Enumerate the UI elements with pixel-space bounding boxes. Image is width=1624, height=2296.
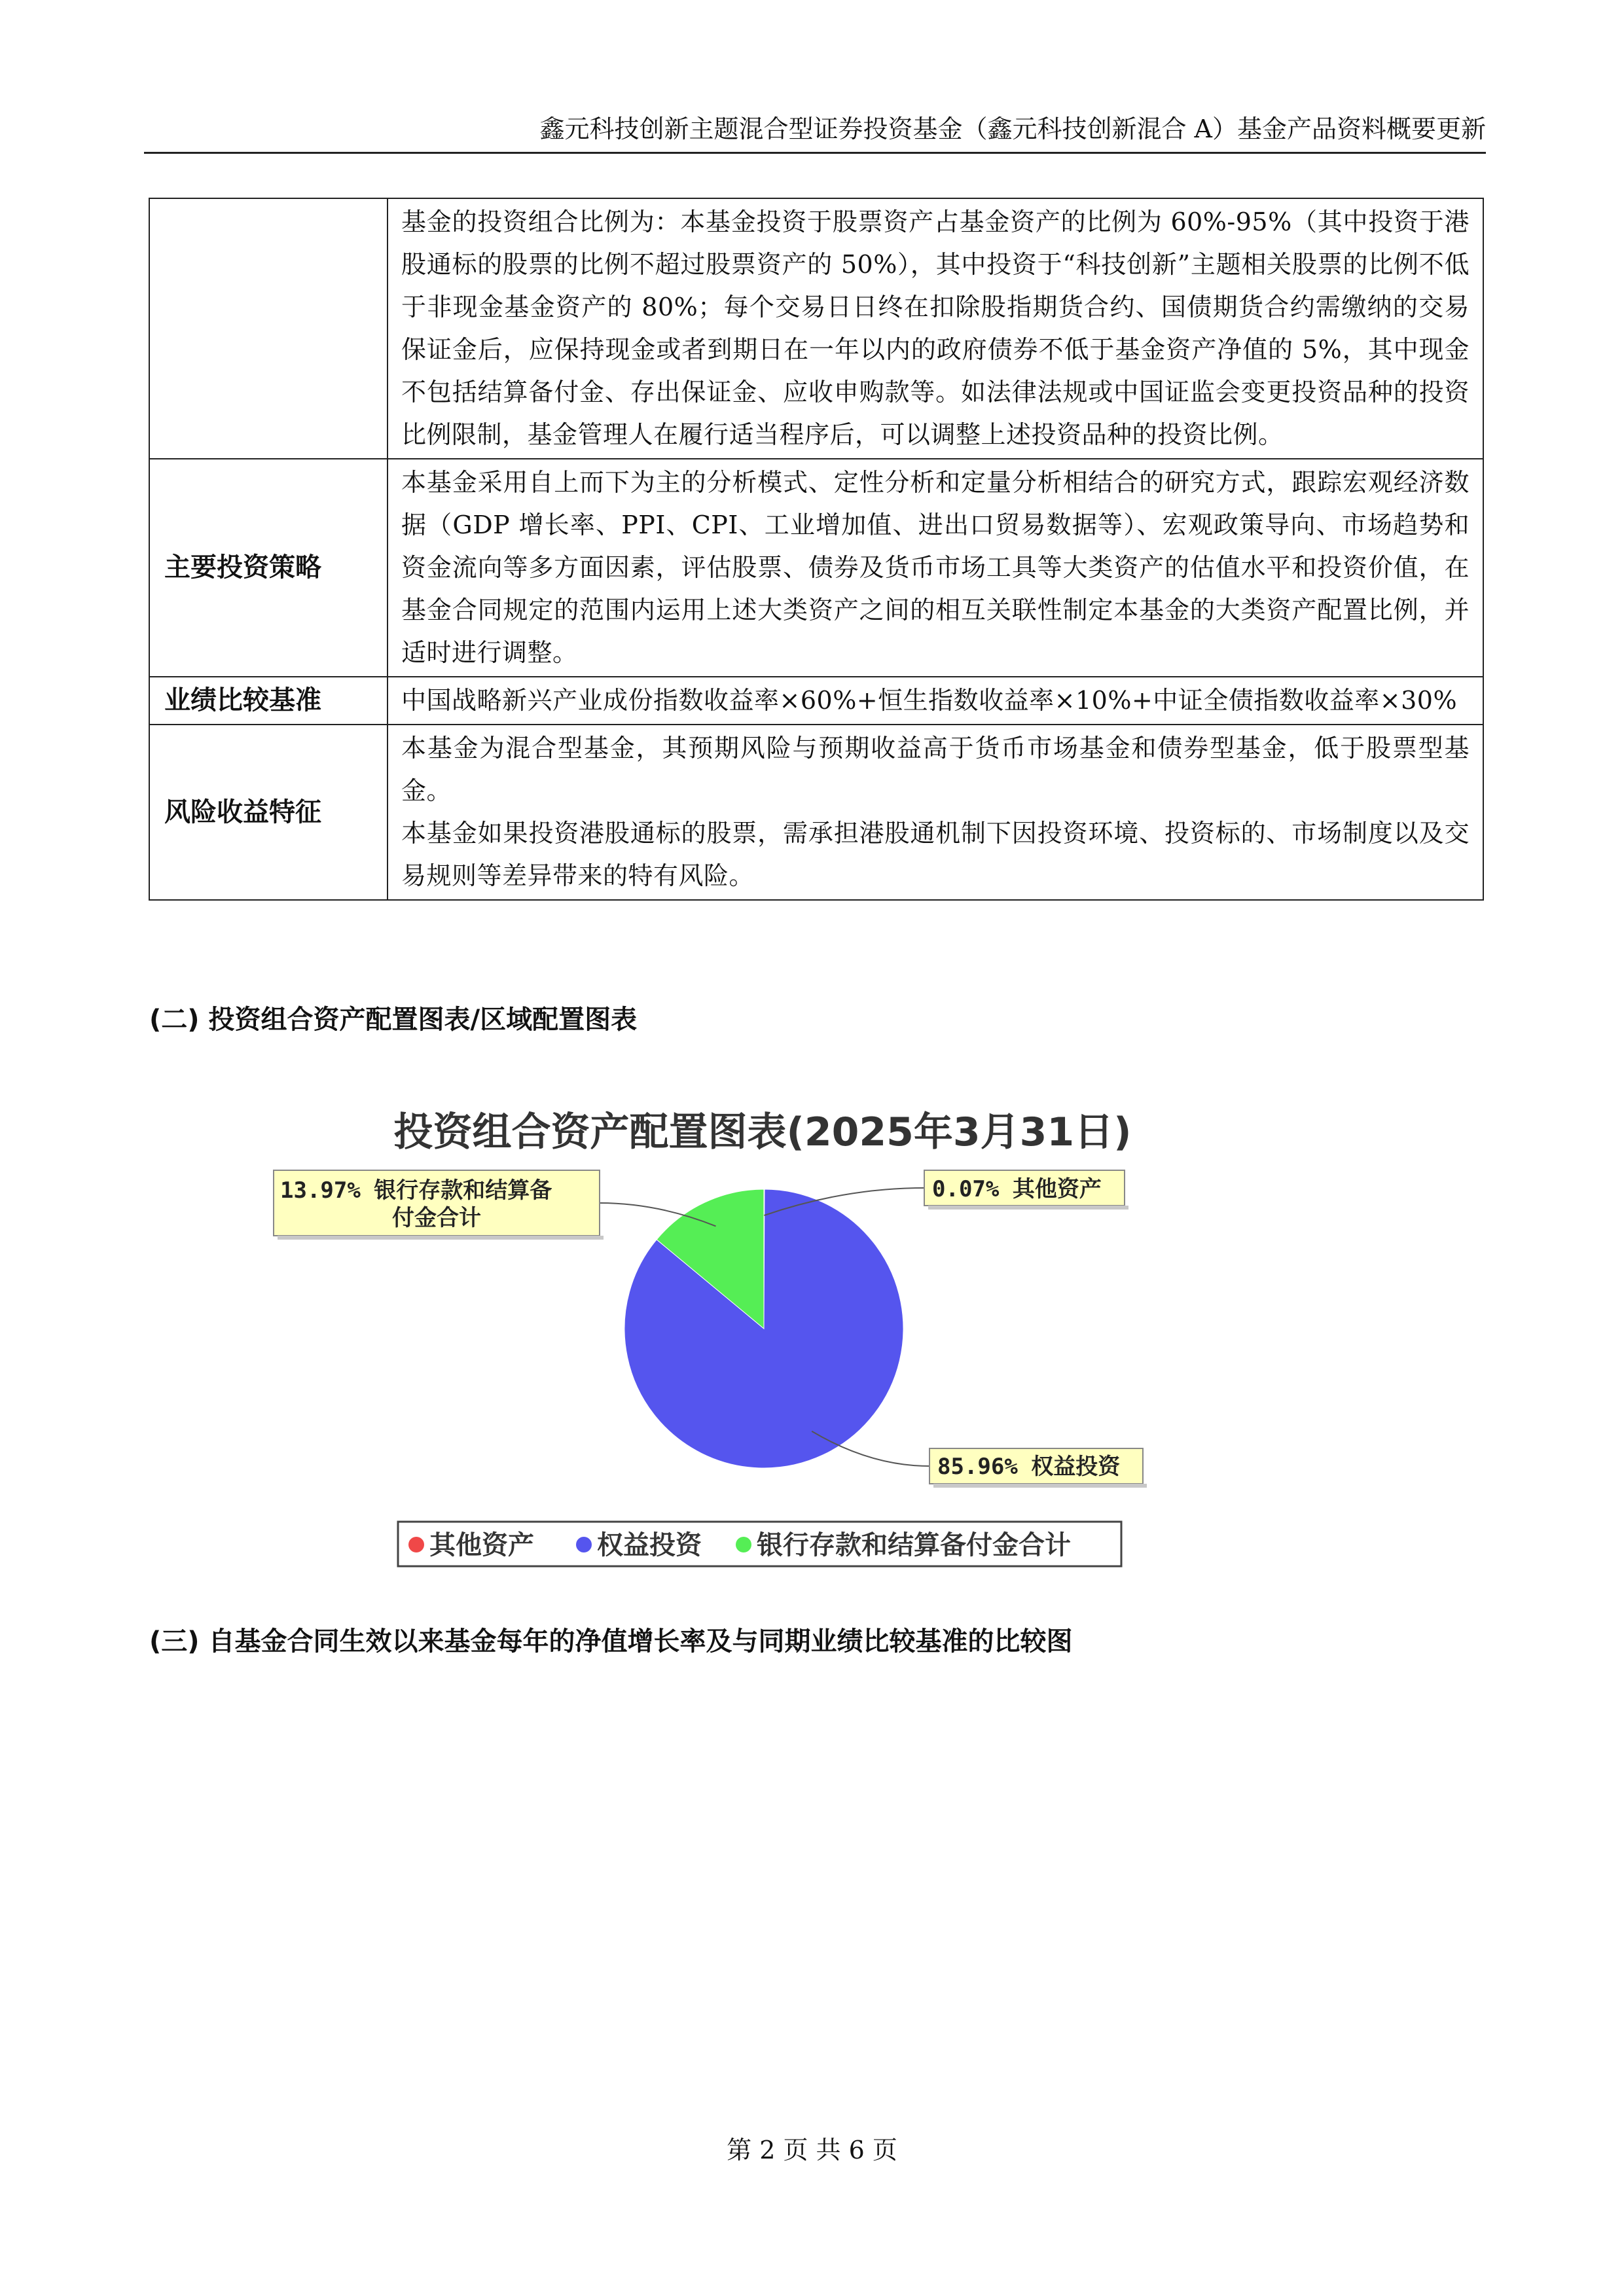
chart-title: 投资组合资产配置图表(2025年3月31日) [393,1109,1132,1155]
content-paragraph: 中国战略新兴产业成份指数收益率×60%+恒生指数收益率×10%+中证全债指数收益率×30% [401,686,1458,715]
table-row [149,198,1483,459]
row-content [388,677,1483,725]
data-label-line: 85.96% 权益投资 [937,1454,1121,1480]
table-row [149,677,1483,725]
legend-swatch [736,1537,751,1552]
content-paragraph: 本基金如果投资港股通标的股票，需承担港股通机制下因投资环境、投资标的、市场制度以及交易规则等差异带来的特有风险。 [401,819,1470,890]
legend-label: 其他资产 [429,1530,534,1560]
data-label-line: 13.97% 银行存款和结算备 [280,1177,552,1204]
row-label: 主要投资策略 [149,459,388,677]
page-number: 第 2 页 共 6 页 [727,2136,897,2164]
data-label-equity [929,1448,1147,1488]
row-content [388,725,1483,900]
data-label-bank-deposit [274,1170,604,1240]
data-label-line: 付金合计 [392,1205,481,1231]
data-label-other-assets [924,1170,1128,1210]
legend-label: 银行存款和结算备付金合计 [757,1530,1071,1560]
section-heading-performance: (三) 自基金合同生效以来基金每年的净值增长率及与同期业绩比较基准的比较图 [149,1626,1073,1657]
row-label [149,198,388,459]
fund-info-table [149,198,1484,901]
row-label: 风险收益特征 [149,725,388,900]
content-paragraph: 本基金为混合型基金，其预期风险与预期收益高于货币市场基金和债券型基金，低于股票型基金。 [401,734,1470,805]
data-label-line: 0.07% 其他资产 [932,1176,1102,1202]
table-row [149,725,1483,900]
header-rule [144,152,1486,154]
pie-slices [624,1189,903,1468]
content-paragraph: 本基金采用自上而下为主的分析模式、定性分析和定量分析相结合的研究方式，跟踪宏观经济数据（GDP 增长率、PPI、CPI、工业增加值、进出口贸易数据等）、宏观政策导向、市场趋势和资金流向等多方面因素，评估股票、债券及货币市场工具等大类资产的估值水平和投资价值，在基金合同规定的范围内运用上述大类资产之间的相互关联性制定本基金的大类资产配置比例，并适时进行调整。 [401,468,1470,667]
legend-swatch [408,1537,424,1552]
document-header-title: 鑫元科技创新主题混合型证券投资基金（鑫元科技创新混合 A）基金产品资料概要更新 [539,115,1486,143]
allocation-pie-chart [249,1086,1165,1584]
row-label: 业绩比较基准 [149,677,388,725]
content-paragraph: 基金的投资组合比例为：本基金投资于股票资产占基金资产的比例为 60%-95%（其中投资于港股通标的股票的比例不超过股票资产的 50%），其中投资于“科技创新”主题相关股票的比例不低于非现金基金资产的 80%；每个交易日日终在扣除股指期货合约、国债期货合约需缴纳的交易保证金后，应保持现金或者到期日在一年以内的政府债券不低于基金资产净值的 5%，其中现金不包括结算备付金、存出保证金、应收申购款等。如法律法规或中国证监会变更投资品种的投资比例限制，基金管理人在履行适当程序后，可以调整上述投资品种的投资比例。 [401,207,1470,449]
table-row [149,459,1483,677]
legend-label: 权益投资 [597,1530,702,1560]
section-heading-allocation: (二) 投资组合资产配置图表/区域配置图表 [149,1005,638,1035]
legend-swatch [576,1537,592,1552]
chart-legend [398,1522,1121,1566]
row-content [388,459,1483,677]
row-content [388,198,1483,459]
